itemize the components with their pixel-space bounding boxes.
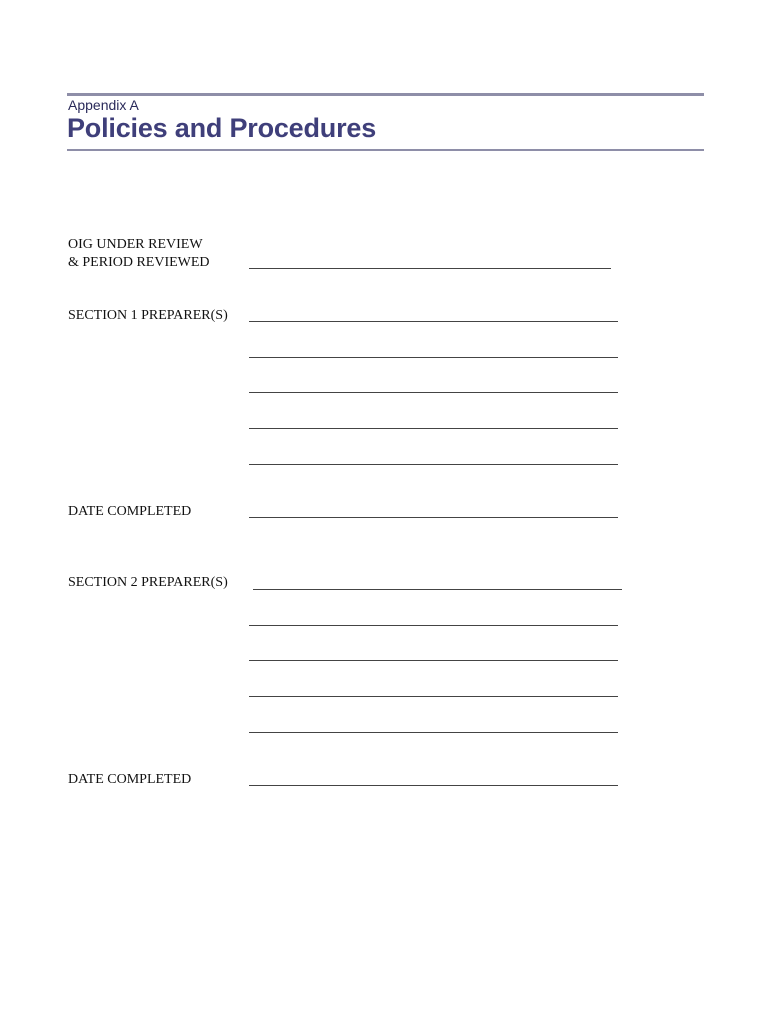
section1-preparer-field-4[interactable]	[249, 428, 618, 429]
section2-preparer-field-5[interactable]	[249, 732, 618, 733]
section1-preparer-field-2[interactable]	[249, 357, 618, 358]
section2-preparer-field-1[interactable]	[253, 589, 622, 590]
section1-preparer-field-1[interactable]	[249, 321, 618, 322]
header-top-rule	[67, 93, 704, 96]
page-title: Policies and Procedures	[67, 113, 377, 143]
section2-preparers-label: SECTION 2 PREPARER(S)	[68, 575, 228, 590]
date-completed-field-1[interactable]	[249, 517, 618, 518]
oig-period-field[interactable]	[249, 268, 611, 269]
period-reviewed-label: & PERIOD REVIEWED	[68, 255, 210, 270]
oig-under-review-label: OIG UNDER REVIEW	[68, 237, 203, 252]
date-completed-field-2[interactable]	[249, 785, 618, 786]
section1-preparer-field-5[interactable]	[249, 464, 618, 465]
section2-preparer-field-2[interactable]	[249, 625, 618, 626]
title-underline-rule	[67, 149, 704, 151]
date-completed-label-2: DATE COMPLETED	[68, 772, 192, 787]
section1-preparer-field-3[interactable]	[249, 392, 618, 393]
appendix-label: Appendix A	[68, 97, 139, 113]
section1-preparers-label: SECTION 1 PREPARER(S)	[68, 308, 228, 323]
section2-preparer-field-3[interactable]	[249, 660, 618, 661]
section2-preparer-field-4[interactable]	[249, 696, 618, 697]
date-completed-label-1: DATE COMPLETED	[68, 504, 192, 519]
